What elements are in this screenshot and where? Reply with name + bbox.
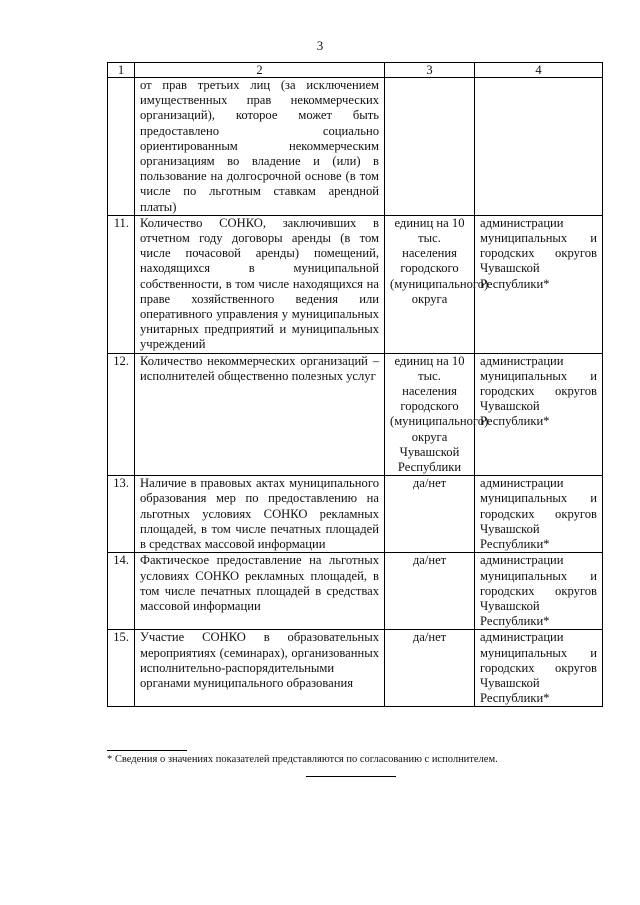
table-row [108,353,603,476]
row-unit: да/нет [385,630,475,707]
row-responsible: администрации муниципальных и городских округов Чувашской Республики* [475,353,603,476]
header-col-1: 1 [108,63,135,78]
row-responsible: администрации муниципальных и городских округов Чувашской Республики* [475,215,603,353]
row-responsible: администрации муниципальных и городских округов Чувашской Республики* [475,630,603,707]
header-col-4: 4 [475,63,603,78]
row-unit: единиц на 10 тыс. населения городского (муниципального) округа [385,215,475,353]
row-unit [385,78,475,216]
header-col-3: 3 [385,63,475,78]
table-row [108,215,603,353]
footnote-divider [107,750,187,751]
row-number: 12. [108,353,135,476]
indicators-table [107,62,603,707]
table-row [108,476,603,553]
page-number: 3 [316,38,324,53]
end-of-document-rule [306,776,396,777]
row-unit: единиц на 10 тыс. населения городского (муниципального) округа Чувашской Республики [385,353,475,476]
row-number: 15. [108,630,135,707]
table-row [108,553,603,630]
footnote: * Сведения о значениях показателей представляются по согласованию с исполнителем. [107,754,498,765]
row-description: Фактическое предоставление на льготных условиях СОНКО рекламных площадей, в том числе печатных площадей в средствах массовой информации [135,553,385,630]
row-unit: да/нет [385,553,475,630]
table-row [108,78,603,216]
row-responsible [475,78,603,216]
row-unit: да/нет [385,476,475,553]
row-number [108,78,135,216]
row-description: Наличие в правовых актах муниципального образования мер по предоставлению на льготных условиях СОНКО рекламных площадей, в том числе печатных площадей в средствах массовой информации [135,476,385,553]
header-col-2: 2 [135,63,385,78]
row-description: Участие СОНКО в образовательных мероприятиях (семинарах), организованных исполнительно-распорядительными органами муниципального образования [135,630,385,707]
table-header-row [108,63,603,78]
row-responsible: администрации муниципальных и городских округов Чувашской Республики* [475,553,603,630]
row-description: от прав третьих лиц (за исключением имущественных прав некоммерческих организаций), которое может быть предоставлено социально ориентированным некоммерческим организациям во владение и (или) в пользование на долгосрочной основе (в том числе по льготным ставкам арендной платы) [135,78,385,216]
row-number: 14. [108,553,135,630]
table-row [108,630,603,707]
row-number: 13. [108,476,135,553]
row-number: 11. [108,215,135,353]
row-responsible: администрации муниципальных и городских округов Чувашской Республики* [475,476,603,553]
row-description: Количество СОНКО, заключивших в отчетном году договоры аренды (в том числе почасовой аренды) помещений, находящихся в муниципальной собственности, в том числе находящихся на праве хозяйственного ведения или оперативного управления у муниципальных унитарных предприятий и муниципальных учреждений [135,215,385,353]
row-description: Количество некоммерческих организаций – исполнителей общественно полезных услуг [135,353,385,476]
